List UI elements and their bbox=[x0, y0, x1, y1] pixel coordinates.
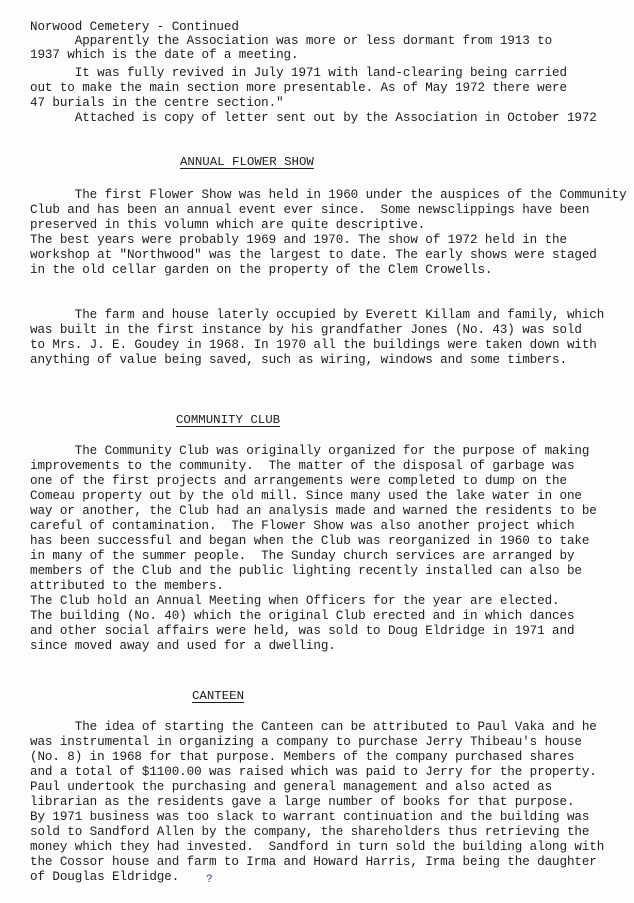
text-line: in the old cellar garden on the property of the Clem Crowells. bbox=[30, 263, 493, 277]
text-line: Apparently the Association was more or less dormant from 1913 to bbox=[30, 34, 553, 48]
text-line: Club and has been an annual event ever since. Some newsclippings have been bbox=[30, 203, 590, 217]
text-line: (No. 8) in 1968 for that purpose. Members of the company purchased shares bbox=[30, 750, 575, 764]
text-line: was instrumental in organizing a company to purchase Jerry Thibeau's house bbox=[30, 735, 582, 749]
text-line: to Mrs. J. E. Goudey in 1968. In 1970 all the buildings were taken down with bbox=[30, 338, 597, 352]
text-line: money which they had invested. Sandford in turn sold the building along with bbox=[30, 840, 605, 854]
text-line: and a total of $1100.00 was raised which was paid to Jerry for the property. bbox=[30, 765, 597, 779]
flower-show-heading: ANNUAL FLOWER SHOW bbox=[180, 155, 314, 169]
community-club-heading: COMMUNITY CLUB bbox=[176, 413, 281, 427]
text-line: The first Flower Show was held in 1960 under the auspices of the Community bbox=[30, 188, 627, 202]
text-line: in many of the summer people. The Sunday church services are arranged by bbox=[30, 549, 575, 563]
text-line: The Club hold an Annual Meeting when Officers for the year are elected. bbox=[30, 594, 560, 608]
text-line: The farm and house laterly occupied by Everett Killam and family, which bbox=[30, 308, 605, 322]
canteen-heading: CANTEEN bbox=[192, 689, 245, 703]
continued-title: Norwood Cemetery - Continued bbox=[30, 20, 239, 34]
text-line: careful of contamination. The Flower Show was also another project which bbox=[30, 519, 575, 533]
text-line: Attached is copy of letter sent out by the Association in October 1972 bbox=[30, 111, 597, 125]
text-line: anything of value being saved, such as wiring, windows and some timbers. bbox=[30, 353, 567, 367]
text-line: 1937 which is the date of a meeting. bbox=[30, 48, 299, 62]
text-line: sold to Sandford Allen by the company, the shareholders thus retrieving the bbox=[30, 825, 590, 839]
handwritten-mark: ? bbox=[206, 874, 213, 886]
text-line: The Community Club was originally organized for the purpose of making bbox=[30, 444, 590, 458]
text-line: attributed to the members. bbox=[30, 579, 224, 593]
text-line: librarian as the residents gave a large number of books for that purpose. bbox=[30, 795, 575, 809]
text-line: was built in the first instance by his grandfather Jones (No. 43) was sold bbox=[30, 323, 582, 337]
text-line: improvements to the community. The matter of the disposal of garbage was bbox=[30, 459, 575, 473]
text-line: and other social affairs were held, was sold to Doug Eldridge in 1971 and bbox=[30, 624, 575, 638]
text-line: workshop at "Northwood" was the largest to date. The early shows were staged bbox=[30, 248, 597, 262]
text-line: The idea of starting the Canteen can be attributed to Paul Vaka and he bbox=[30, 720, 597, 734]
text-line: The building (No. 40) which the original Club erected and in which dances bbox=[30, 609, 575, 623]
text-line: since moved away and used for a dwelling. bbox=[30, 639, 336, 653]
text-line: 47 burials in the centre section." bbox=[30, 96, 284, 110]
text-line: out to make the main section more presentable. As of May 1972 there were bbox=[30, 81, 567, 95]
text-line: way or another, the Club had an analysis made and warned the residents to be bbox=[30, 504, 597, 518]
text-line: of Douglas Eldridge. bbox=[30, 870, 180, 884]
text-line: Paul undertook the purchasing and general management and also acted as bbox=[30, 780, 553, 794]
text-line: one of the first projects and arrangements were completed to dump on the bbox=[30, 474, 567, 488]
text-line: The best years were probably 1969 and 1970. The show of 1972 held in the bbox=[30, 233, 567, 247]
text-line: members of the Club and the public lighting recently installed can also be bbox=[30, 564, 582, 578]
text-line: By 1971 business was too slack to warrant continuation and the building was bbox=[30, 810, 590, 824]
text-line: preserved in this volumn which are quite descriptive. bbox=[30, 218, 426, 232]
text-line: has been successful and began when the Club was reorganized in 1960 to take bbox=[30, 534, 590, 548]
text-line: Comeau property out by the old mill. Since many used the lake water in one bbox=[30, 489, 582, 503]
text-line: the Cossor house and farm to Irma and Howard Harris, Irma being the daughter bbox=[30, 855, 597, 869]
text-line: It was fully revived in July 1971 with land-clearing being carried bbox=[30, 66, 567, 80]
